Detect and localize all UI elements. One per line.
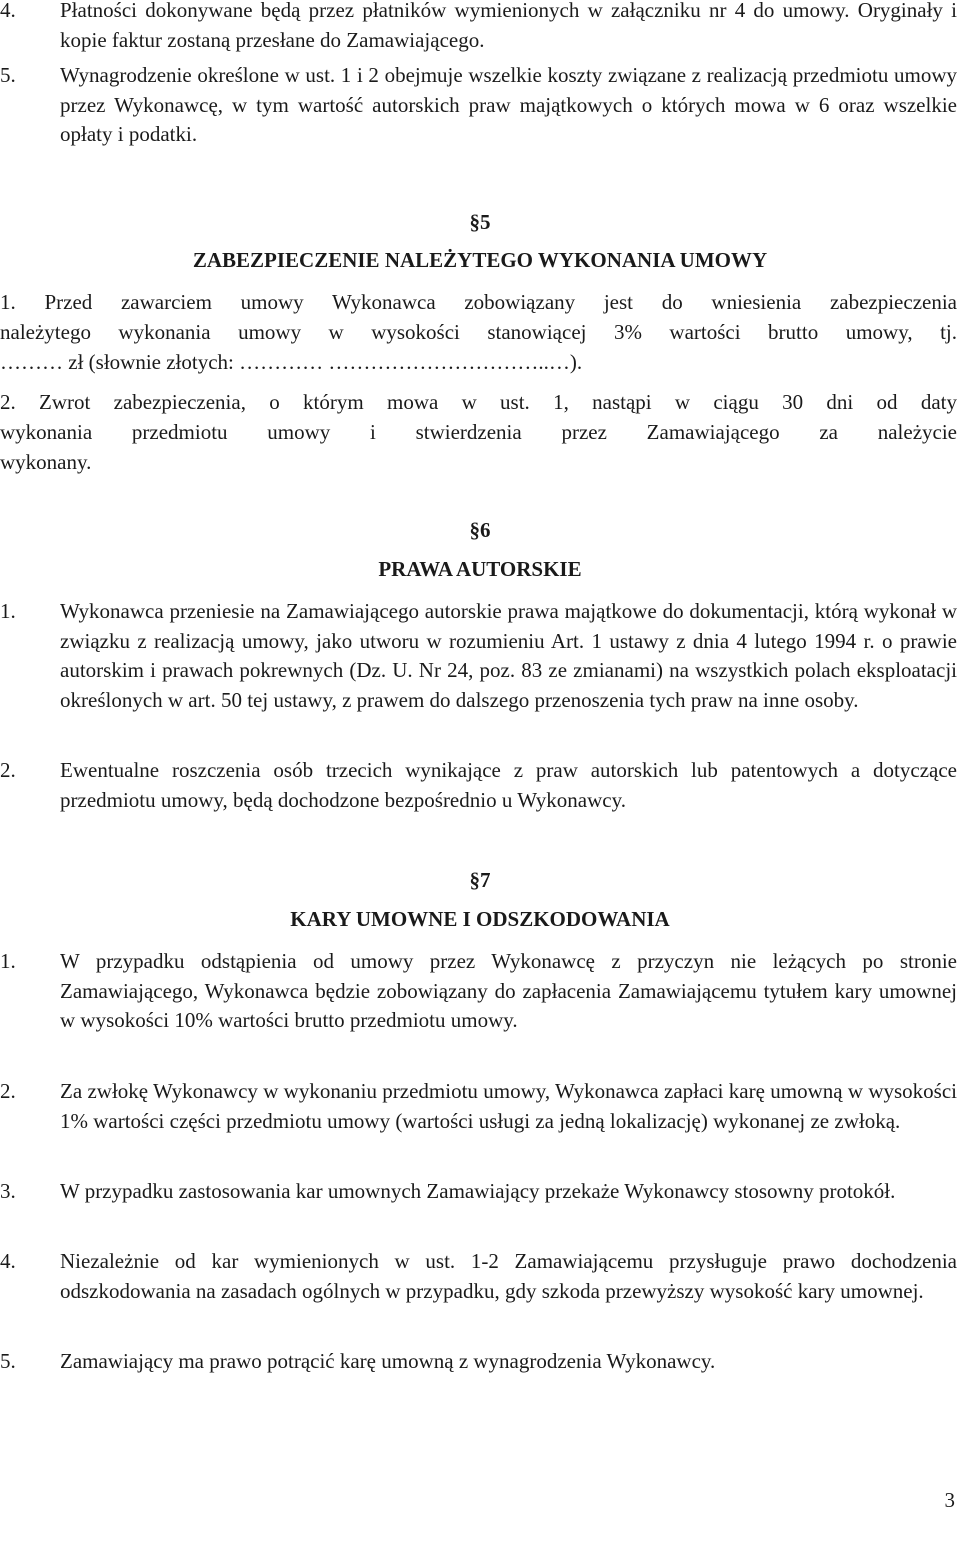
- section-5-number: [0, 208, 960, 238]
- item-text: Wynagrodzenie określone w ust. 1 i 2 obejmuje wszelkie koszty związane z realizacją przedmiotu umowy przez Wykonawcę, w tym wartość autorskich praw majątkowych o których mowa w 6 oraz wszelkie opłaty i podatki.: [60, 63, 957, 147]
- item-text: Niezależnie od kar wymienionych w ust. 1-2 Zamawiającemu przysługuje prawo dochodzenia odszkodowania na zasadach ogólnych w przypadku, gdy szkoda przewyższy wysokość kary umownej.: [60, 1249, 957, 1303]
- section-number: 7: [480, 868, 491, 892]
- section-6-number: [0, 516, 960, 546]
- s5-p1-line2: należytego wykonania umowy w wysokości stanowiącej 3% wartości brutto umowy, tj.: [0, 320, 957, 344]
- s5-p1-line3: ……… zł (słownie złotych: ………… …………………………..…).: [0, 350, 583, 374]
- item-number: 2.: [0, 1079, 16, 1103]
- list-item: [0, 947, 957, 1067]
- item-text: Wykonawca przeniesie na Zamawiającego autorskie prawa majątkowe do dokumentacji, którą wykonał w związku z realizacją umowy, jako utworu w rozumieniu Art. 1 ustawy z dnia 4 lutego 1994 r. o prawie autorskim i prawach pokrewnych (Dz. U. Nr 24, poz. 83 ze zmianami) na wszystkich polach eksploatacji określonych w art. 50 tej ustawy, z prawem do dalszego przenoszenia tych praw na inne osoby.: [60, 599, 957, 712]
- page-number: 3: [944, 1488, 955, 1512]
- s5-p2-line2: wykonania przedmiotu umowy i stwierdzenia przez Zamawiającego za należycie: [0, 420, 957, 444]
- section-sign-icon: §: [469, 868, 480, 892]
- section-sign-icon: §: [469, 210, 480, 234]
- item-text: Ewentualne roszczenia osób trzecich wynikające z praw autorskich lub patentowych a dotyczące przedmiotu umowy, będą dochodzone bezpośrednio u Wykonawcy.: [60, 758, 957, 812]
- item-number: 4.: [0, 1249, 16, 1273]
- item-text: Za zwłokę Wykonawcy w wykonaniu przedmiotu umowy, Wykonawca zapłaci karę umowną w wysokości 1% wartości części przedmiotu umowy (wartości usługi za jedną lokalizację) wykonanej ze zwłoką.: [60, 1079, 957, 1133]
- item-text: W przypadku odstąpienia od umowy przez Wykonawcę z przyczyn nie leżących po stronie Zamawiającego, Wykonawca będzie zobowiązany do zapłacenia Zamawiającemu tytułem kary umownej w wysokości 10% wartości brutto przedmiotu umowy.: [60, 949, 957, 1033]
- item-number: 5.: [0, 1349, 16, 1373]
- item-number: 5.: [0, 63, 16, 87]
- list-item: [0, 1347, 957, 1377]
- section-6-heading: PRAWA AUTORSKIE: [378, 557, 582, 581]
- s5-p2-line1: 2. Zwrot zabezpieczenia, o którym mowa w ust. 1, nastąpi w ciągu 30 dni od daty: [0, 390, 957, 414]
- item-text: Płatności dokonywane będą przez płatników wymienionych w załączniku nr 4 do umowy. Oryginały i kopie faktur zostaną przesłane do Zamawiającego.: [60, 0, 957, 52]
- item-text: Zamawiający ma prawo potrącić karę umowną z wynagrodzenia Wykonawcy.: [60, 1349, 716, 1373]
- item-text: W przypadku zastosowania kar umownych Zamawiający przekaże Wykonawcy stosowny protokół.: [60, 1179, 896, 1203]
- s5-p1-line1: 1. Przed zawarciem umowy Wykonawca zobowiązany jest do wniesienia zabezpieczenia: [0, 290, 957, 314]
- section-7-heading: KARY UMOWNE I ODSZKODOWANIA: [290, 907, 670, 931]
- list-item: [0, 597, 957, 747]
- s5-p2-line3: wykonany.: [0, 450, 92, 474]
- item-number: 4.: [0, 0, 16, 22]
- section-sign-icon: §: [469, 518, 480, 542]
- section-number: 6: [480, 518, 491, 542]
- list-item: [0, 61, 957, 151]
- section-number: 5: [480, 210, 491, 234]
- item-number: 2.: [0, 758, 16, 782]
- section-5-heading: ZABEZPIECZENIE NALEŻYTEGO WYKONANIA UMOWY: [192, 248, 768, 272]
- list-item: [0, 756, 957, 816]
- list-item: [0, 1077, 957, 1167]
- list-item: [0, 1177, 957, 1237]
- item-number: 1.: [0, 599, 16, 623]
- section-7-number: [0, 866, 960, 896]
- item-number: 3.: [0, 1179, 16, 1203]
- list-item: [0, 0, 957, 56]
- item-number: 1.: [0, 949, 16, 973]
- list-item: [0, 1247, 957, 1337]
